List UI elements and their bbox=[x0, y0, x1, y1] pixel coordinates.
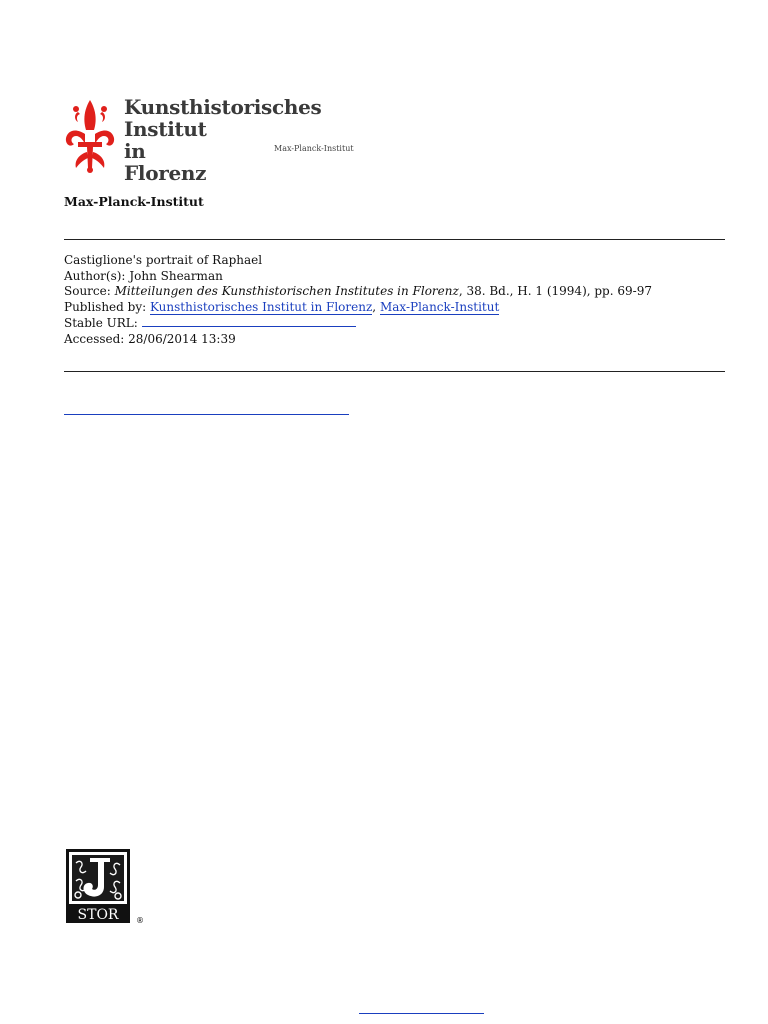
top-divider bbox=[64, 239, 725, 240]
stable-url-line bbox=[64, 315, 724, 332]
citation-metadata bbox=[64, 253, 724, 348]
jstor-logo bbox=[66, 849, 144, 925]
published-label: Published by: bbox=[64, 299, 147, 314]
logo-line-4: Florenz bbox=[124, 161, 207, 185]
stable-url-link[interactable] bbox=[142, 315, 356, 327]
author-name: John Shearman bbox=[129, 268, 223, 283]
publisher-separator: , bbox=[372, 299, 377, 314]
author-label: Author(s): bbox=[64, 268, 126, 283]
source-line bbox=[64, 284, 724, 300]
terms-link[interactable] bbox=[64, 414, 349, 415]
institute-logo bbox=[64, 95, 364, 185]
logo-line-1: Kunsthistorisches bbox=[124, 95, 322, 119]
publisher-link-2[interactable]: Max-Planck-Institut bbox=[379, 299, 500, 314]
published-line bbox=[64, 300, 724, 316]
accessed-line: Accessed: 28/06/2014 13:39 bbox=[64, 331, 236, 346]
source-details: , 38. Bd., H. 1 (1994), pp. 69-97 bbox=[458, 284, 652, 299]
institute-name bbox=[124, 96, 322, 184]
stable-url-label: Stable URL: bbox=[64, 316, 138, 331]
publisher-heading: Max-Planck-Institut bbox=[64, 194, 204, 209]
logo-subtitle: Max-Planck-Institut bbox=[274, 144, 354, 153]
footer-link[interactable] bbox=[359, 1013, 484, 1014]
bottom-divider bbox=[64, 371, 725, 372]
publisher-link-1[interactable]: Kunsthistorisches Institut in Florenz bbox=[149, 299, 373, 314]
registered-mark: ® bbox=[136, 916, 144, 925]
source-label: Source: bbox=[64, 284, 111, 299]
logo-line-2: Institut bbox=[124, 117, 207, 141]
fleur-de-lis-icon bbox=[64, 98, 116, 174]
author-line bbox=[64, 269, 724, 285]
article-title: Castiglione's portrait of Raphael bbox=[64, 253, 263, 267]
source-journal: Mitteilungen des Kunsthistorischen Institutes in Florenz bbox=[114, 284, 459, 299]
jstor-wordmark: STOR bbox=[77, 907, 119, 923]
logo-line-3: in bbox=[124, 139, 146, 163]
